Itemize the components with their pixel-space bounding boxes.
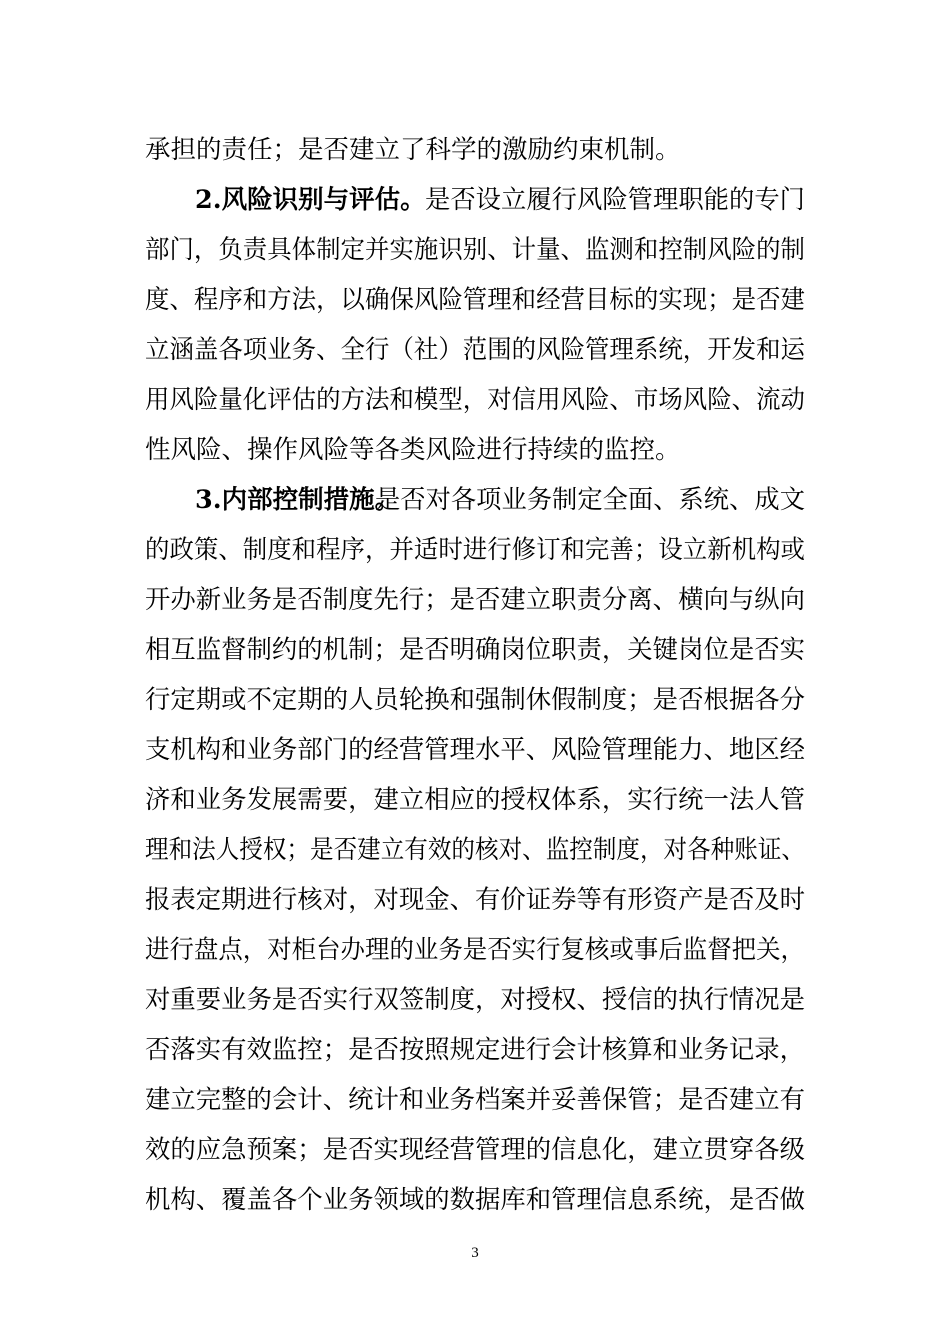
- paragraph-text: 支机构和业务部门的经营管理水平、风险管理能力、地区经: [145, 735, 805, 765]
- paragraph-text: 效的应急预案；是否实现经营管理的信息化，建立贯穿各级: [145, 1135, 805, 1165]
- text-line: [0, 185, 950, 215]
- paragraph-text: 济和业务发展需要，建立相应的授权体系，实行统一法人管: [145, 785, 805, 815]
- paragraph-text: 部门，负责具体制定并实施识别、计量、监测和控制风险的制: [145, 235, 805, 265]
- text-line: [0, 635, 950, 665]
- text-line: [0, 435, 950, 465]
- text-line: [0, 335, 950, 365]
- paragraph-text: 承担的责任；是否建立了科学的激励约束机制。: [145, 135, 681, 165]
- paragraph-text: 开办新业务是否制度先行；是否建立职责分离、横向与纵向: [145, 585, 805, 615]
- paragraph-text: 是否对各项业务制定全面、系统、成文: [375, 485, 805, 515]
- text-line: [0, 685, 950, 715]
- text-line: [0, 1085, 950, 1115]
- paragraph-text: 度、程序和方法，以确保风险管理和经营目标的实现；是否建: [145, 285, 805, 315]
- text-line: [0, 485, 950, 515]
- paragraph-text: 行定期或不定期的人员轮换和强制休假制度；是否根据各分: [145, 685, 805, 715]
- paragraph-text: 对重要业务是否实行双签制度，对授权、授信的执行情况是: [145, 985, 805, 1015]
- paragraph-text: 性风险、操作风险等各类风险进行持续的监控。: [145, 435, 681, 465]
- text-line: [0, 535, 950, 565]
- text-line: [0, 985, 950, 1015]
- text-line: [0, 585, 950, 615]
- section-heading: 3.内部控制措施。: [195, 485, 401, 515]
- text-line: [0, 785, 950, 815]
- section-heading: 2.风险识别与评估。: [195, 185, 426, 215]
- paragraph-text: 相互监督制约的机制；是否明确岗位职责，关键岗位是否实: [145, 635, 805, 665]
- text-line: [0, 735, 950, 765]
- text-line: [0, 285, 950, 315]
- text-line: [0, 835, 950, 865]
- text-line: [0, 135, 950, 165]
- page-number: 3: [471, 1245, 479, 1261]
- text-line: [0, 385, 950, 415]
- paragraph-text: 建立完整的会计、统计和业务档案并妥善保管；是否建立有: [145, 1085, 805, 1115]
- paragraph-text: 的政策、制度和程序，并适时进行修订和完善；设立新机构或: [145, 535, 805, 565]
- paragraph-text: 立涵盖各项业务、全行（社）范围的风险管理系统，开发和运: [145, 335, 805, 365]
- text-line: [0, 1035, 950, 1065]
- paragraph-text: 否落实有效监控；是否按照规定进行会计核算和业务记录，: [145, 1035, 805, 1065]
- paragraph-text: 用风险量化评估的方法和模型，对信用风险、市场风险、流动: [145, 385, 805, 415]
- text-line: [0, 1185, 950, 1215]
- paragraph-text: 理和法人授权；是否建立有效的核对、监控制度，对各种账证、: [145, 835, 805, 865]
- paragraph-text: 报表定期进行核对，对现金、有价证券等有形资产是否及时: [145, 885, 805, 915]
- text-line: [0, 885, 950, 915]
- paragraph-text: 机构、覆盖各个业务领域的数据库和管理信息系统，是否做: [145, 1185, 805, 1215]
- paragraph-text: 进行盘点，对柜台办理的业务是否实行复核或事后监督把关，: [145, 935, 805, 965]
- paragraph-text: 是否设立履行风险管理职能的专门: [425, 185, 805, 215]
- text-line: [0, 235, 950, 265]
- text-line: [0, 1135, 950, 1165]
- text-line: [0, 935, 950, 965]
